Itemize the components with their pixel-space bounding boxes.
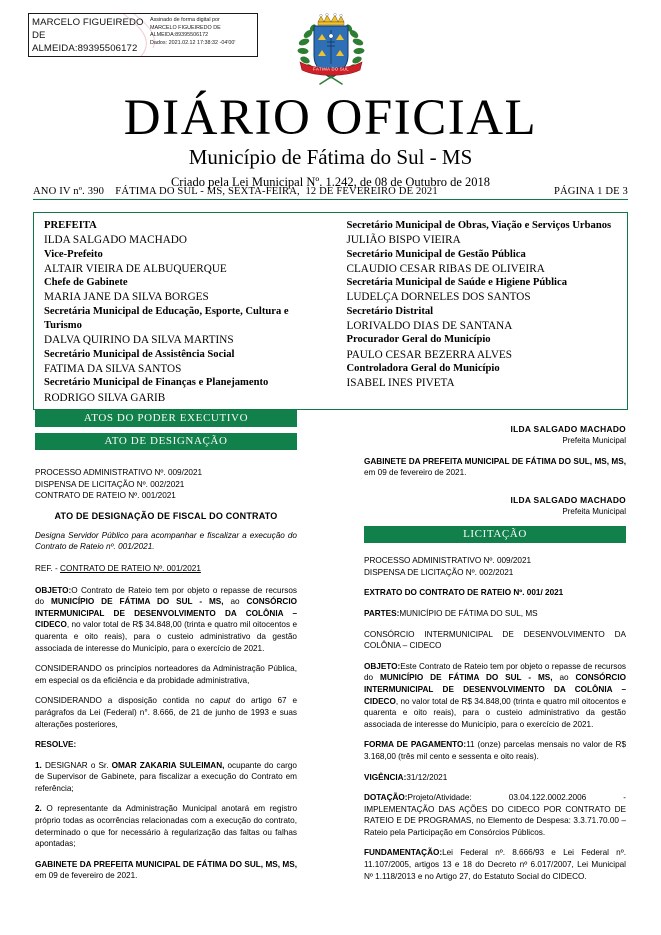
- banner-executive-acts: ATOS DO PODER EXECUTIVO: [35, 410, 297, 427]
- legal-basis-label: FUNDAMENTAÇÃO:: [364, 848, 443, 858]
- official-role: Chefe de Gabinete: [44, 277, 128, 289]
- official-person: FATIMA DA SILVA SANTOS: [44, 362, 182, 375]
- closing-cabinet-line: [35, 859, 297, 882]
- reference-contract: CONTRATO DE RATEIO Nº. 001/2021: [60, 563, 201, 573]
- issue-identifier: ANO IV nº. 390 FÁTIMA DO SUL - MS, SEXTA-FEIRA, 12 DE FEVEREIRO DE 2021: [33, 186, 438, 197]
- signature-line-2: MARCELO FIGUEIREDO DE: [150, 24, 221, 31]
- cabinet-bold: GABINETE DA PREFEITA MUNICIPAL DE FÁTIMA DO SUL, MS, MS,: [364, 456, 626, 466]
- payment-text: 11 (onze) parcelas mensais no valor de R$ 3.168,00 (três mil cento e sessenta e oito reais).: [364, 740, 626, 761]
- objeto-consortium: CONSÓRCIO INTERMUNICIPAL DE DESENVOLVIMENTO DA COLÔNIA – CIDECO: [364, 673, 626, 706]
- official-role: Secretária Municipal de Saúde e Higiene Pública: [346, 277, 567, 289]
- reference-prefix: REF. -: [35, 563, 61, 573]
- process-block: [35, 467, 297, 502]
- closing-cabinet-date: em 09 de fevereiro de 2021.: [35, 871, 138, 881]
- officials-column-left: [34, 219, 331, 405]
- validity-label: VIGÊNCIA:: [364, 772, 407, 782]
- reference-line: [35, 563, 297, 575]
- banner-bidding: LICITAÇÃO: [364, 526, 626, 543]
- official-role: Procurador Geral do Município: [346, 334, 491, 346]
- signatory-role: Prefeita Municipal: [562, 436, 626, 445]
- column-left: [35, 410, 297, 891]
- parties-block: [364, 608, 626, 620]
- legal-basis: [364, 847, 626, 882]
- column-right: [364, 410, 626, 891]
- budget-label: DOTAÇÃO:: [364, 793, 408, 803]
- objeto-text-3: , no valor total de R$ 34.848,00 (trinta e quatro mil oitocentos e quarenta e oito reais), para o custeio administrativo da gestão associada de interesse do Município, para o exercício de 2021.: [35, 620, 297, 653]
- digital-signature-stamp: [28, 13, 258, 57]
- objeto-text-1: Este Contrato de Rateio tem por objeto o repasse de recursos do: [364, 661, 626, 683]
- considerando-1: CONSIDERANDO os princípios norteadores da Administração Pública, em especial os da eficiência e da probidade administrativa,: [35, 664, 297, 685]
- bidding-process-block: [364, 555, 626, 578]
- banner-designation-act: ATO DE DESIGNAÇÃO: [35, 433, 297, 450]
- objeto-text-2: ao: [223, 597, 247, 607]
- signatory-name: ILDA SALGADO MACHADO: [510, 424, 626, 434]
- signature-block-2: [364, 494, 626, 518]
- item-1-designee-name: OMAR ZAKARIA SULEIMAN,: [111, 760, 225, 770]
- considerando-2-text-a: CONSIDERANDO a disposição contida no: [35, 696, 211, 706]
- parties-label: PARTES:: [364, 608, 400, 618]
- resolve-item-1: [35, 760, 297, 795]
- signature-line-4: Dados: 2021.02.12 17:38:32 -04'00': [150, 39, 236, 46]
- official-role: Secretário Municipal de Finanças e Planejamento: [44, 377, 269, 389]
- coat-of-arms-icon: [294, 12, 368, 92]
- validity-line: [364, 772, 626, 784]
- issue-info-bar: [33, 186, 628, 200]
- act-title: ATO DE DESIGNAÇÃO DE FISCAL DO CONTRATO: [54, 510, 278, 521]
- objeto-consortium: CONSÓRCIO INTERMUNICIPAL DE DESENVOLVIMENTO DA COLÔNIA – CIDECO: [35, 597, 297, 630]
- masthead-subtitle: Município de Fátima do Sul - MS: [188, 145, 473, 169]
- objeto-text-3: , no valor total de R$ 34.848,00 (trinta e quatro mil oitocentos e quarenta e oito reais), para o custeio administrativo da gestão associada de interesse do Município, para o exercício de 2021.: [364, 696, 626, 729]
- parties-second: CONSÓRCIO INTERMUNICIPAL DE DESENVOLVIMENTO DA COLÔNIA – CIDECO: [364, 629, 626, 651]
- signature-block-1: [364, 423, 626, 447]
- parties-first: MUNICÍPIO DE FÁTIMA DO SUL, MS: [399, 608, 538, 618]
- official-person: PAULO CESAR BEZERRA ALVES: [346, 348, 512, 361]
- masthead: [0, 92, 661, 191]
- objeto-text-2: ao: [552, 673, 576, 683]
- cabinet-date: em 09 de fevereiro de 2021.: [364, 468, 467, 478]
- objeto-label: OBJETO:: [35, 585, 72, 595]
- cabinet-line: [364, 456, 626, 479]
- objeto-text-1: O Contrato de Rateio tem por objeto o repasse de recursos do: [35, 585, 297, 607]
- item-2-text: O representante da Administração Municipal anotará em registro próprio todas as ocorrências relacionadas com a execução do contrato, determinado o que for necessário à regularização das faltas ou falhas apontadas;: [35, 804, 297, 849]
- bidding-process-line: PROCESSO ADMINISTRATIVO Nº. 009/2021: [364, 556, 532, 566]
- official-role: Secretário Municipal de Gestão Pública: [346, 248, 526, 260]
- official-role: Secretária Municipal de Educação, Esporte, Cultura e Turismo: [44, 305, 289, 332]
- legal-basis-text: Lei Federal nº. 8.666/93 e Lei Federal nº. 11.107/2005, artigos 13 e 18 do Decreto nº 6.017/2007, Lei Municipal Nº 1.118/2013 e no Artigo 27, do Estatuto Social do CIDECO.: [364, 848, 626, 881]
- act-summary: Designa Servidor Público para acompanhar e fiscalizar a execução do Contrato de Rateio nº. 001/2021.: [35, 530, 297, 552]
- process-administrative-line: PROCESSO ADMINISTRATIVO Nº. 009/2021: [35, 468, 203, 477]
- signatory-role: Prefeita Municipal: [562, 506, 626, 516]
- official-person: LUDELÇA DORNELES DOS SANTOS: [346, 291, 531, 304]
- official-role: Secretário Municipal de Assistência Social: [44, 348, 235, 360]
- signatory-name: ILDA SALGADO MACHADO: [510, 494, 626, 505]
- payment-label: FORMA DE PAGAMENTO:: [364, 740, 467, 750]
- signature-line-3: ALMEIDA:89395506172: [150, 32, 209, 39]
- official-person: ALTAIR VIEIRA DE ALBUQUERQUE: [44, 262, 227, 275]
- signature-details: [146, 14, 257, 56]
- official-person: RODRIGO SILVA GARIB: [44, 391, 166, 404]
- official-role: Secretário Municipal de Obras, Viação e Serviços Urbanos: [346, 220, 612, 231]
- apportionment-contract-line: CONTRATO DE RATEIO Nº. 001/2021: [35, 491, 176, 501]
- official-person: LORIVALDO DIAS DE SANTANA: [346, 320, 513, 333]
- considerando-2: [35, 695, 297, 730]
- objeto-paragraph: [364, 661, 626, 731]
- resolve-label: [35, 739, 297, 751]
- page-number: PÁGINA 1 DE 3: [553, 186, 628, 197]
- item-1-number: 1.: [35, 760, 42, 770]
- signature-line-1: Assinado de forma digital por: [150, 17, 220, 23]
- objeto-label: OBJETO:: [364, 661, 401, 671]
- official-person: ISABEL INES PIVETA: [346, 377, 455, 390]
- official-person: DALVA QUIRINO DA SILVA MARTINS: [44, 334, 234, 347]
- page-title: DIÁRIO OFICIAL: [123, 90, 538, 146]
- closing-cabinet-bold: GABINETE DA PREFEITA MUNICIPAL DE FÁTIMA DO SUL, MS, MS,: [35, 859, 297, 869]
- bidding-waiver-line: DISPENSA DE LICITAÇÃO Nº. 002/2021: [35, 479, 185, 489]
- objeto-paragraph: [35, 585, 297, 655]
- considerando-2-text-b: do artigo 67 e parágrafos da Lei (Federal) n°. 8.666, de 21 de junho de 1993 e suas alterações posteriores,: [35, 696, 297, 729]
- official-person: CLAUDIO CESAR RIBAS DE OLIVEIRA: [346, 262, 545, 275]
- official-role: Controladora Geral do Município: [346, 362, 500, 374]
- considerando-2-caput: caput: [210, 696, 231, 706]
- resolve-item-2: [35, 803, 297, 849]
- masthead-law-reference: Criado pela Lei Municipal Nº. 1.242, de 08 de Outubro de 2018: [170, 175, 491, 189]
- extract-title-text: EXTRATO DO CONTRATO DE RATEIO Nº. 001/ 2021: [364, 588, 564, 598]
- item-1-text-a: DESIGNAR o Sr.: [41, 760, 112, 770]
- resolve-text: RESOLVE:: [35, 740, 77, 750]
- svg-text:FÁTIMA DO SUL: FÁTIMA DO SUL: [313, 66, 349, 72]
- official-person: MARIA JANE DA SILVA BORGES: [44, 291, 209, 304]
- officials-column-right: [331, 219, 628, 405]
- objeto-municipality: MUNICÍPIO DE FÁTIMA DO SUL - MS,: [380, 673, 553, 683]
- payment-terms: [364, 739, 626, 762]
- budget-allocation: [364, 792, 626, 838]
- validity-date: 31/12/2021: [406, 772, 448, 782]
- official-role: Vice-Prefeito: [44, 248, 103, 260]
- official-person: JULIÃO BISPO VIEIRA: [346, 234, 461, 247]
- official-role: Secretário Distrital: [346, 305, 434, 317]
- item-1-text-b: ocupante do cargo de Supervisor de Gabinete, para fiscalizar a execução do Contrato em referência;: [35, 760, 297, 793]
- official-role: PREFEITA: [44, 220, 97, 231]
- bidding-waiver-line: DISPENSA DE LICITAÇÃO Nº. 002/2021: [364, 567, 514, 577]
- officials-box: [33, 212, 628, 410]
- official-person: ILDA SALGADO MACHADO: [44, 234, 187, 247]
- extract-title: [364, 587, 626, 599]
- objeto-municipality: MUNICÍPIO DE FÁTIMA DO SUL - MS,: [51, 597, 224, 607]
- budget-text: Projeto/Atividade: 03.04.122.0002.2006 - IMPLEMENTAÇÃO DAS AÇÕES DO CIDECO POR CONTRATO DE RATEIO E DE PROGRAMAS, no Elemento de Despesa: 3.3.71.70.00 – Rateio pela Participação em Consórcios Públicos.: [364, 793, 626, 837]
- item-2-number: 2.: [35, 804, 42, 814]
- signature-subject-name: MARCELO FIGUEIREDO DE ALMEIDA:89395506172: [32, 17, 144, 54]
